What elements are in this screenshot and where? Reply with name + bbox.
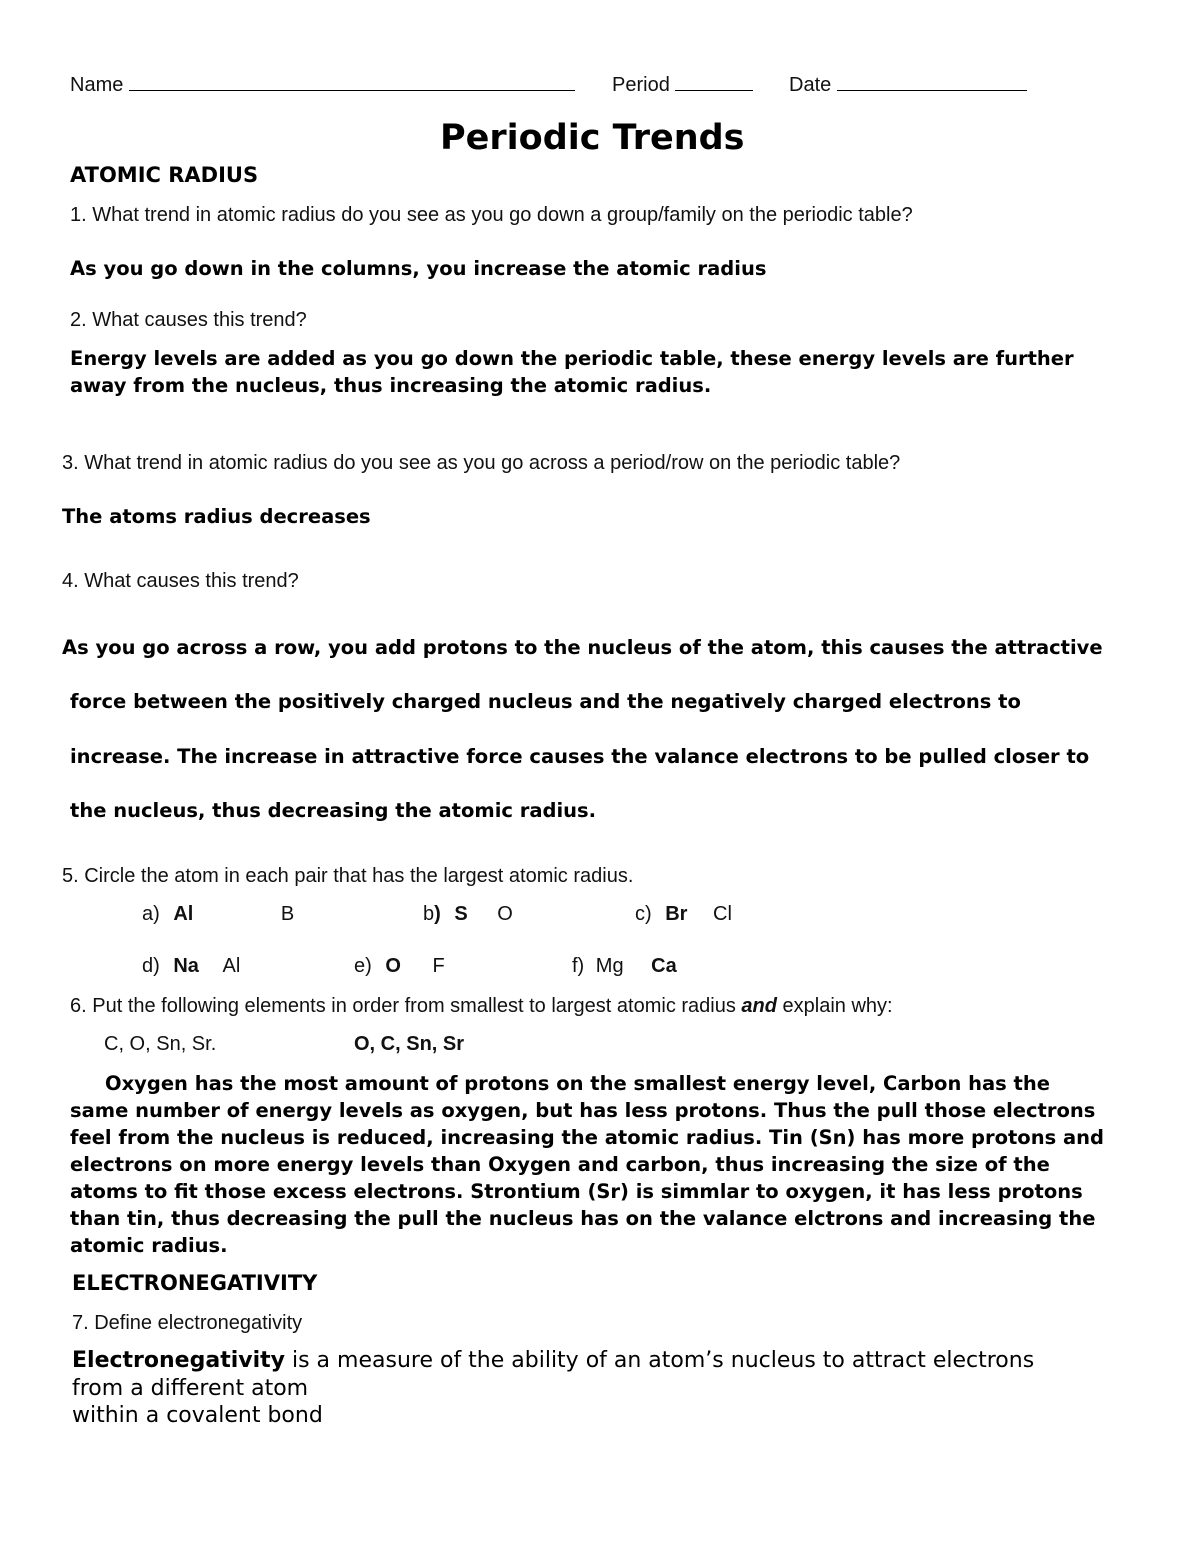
pair-e-letter: e) [354,955,372,977]
answer-4-line-3: increase. The increase in attractive force causes the valance electrons to be pulled closer to [70,745,1090,768]
definition-line-1 [72,1348,1034,1373]
pair-d [142,955,240,978]
answer-2-line-1: Energy levels are added as you go down the periodic table, these energy levels are further [70,347,1074,370]
name-label: Name [70,74,124,96]
answer-4-line-2: force between the positively charged nucleus and the negatively charged electrons to [70,690,1021,713]
answer-4-line-4: the nucleus, thus decreasing the atomic radius. [70,799,597,822]
answer-6-line-5: atoms to fit those excess electrons. Strontium (Sr) is simmlar to oxygen, it has less protons [70,1180,1083,1203]
pair-f [572,955,677,978]
definition-line-2: from a different atom [72,1376,309,1401]
pair-b-answer[interactable]: S [454,903,468,925]
answer-1: As you go down in the columns, you increase the atomic radius [70,257,767,280]
pair-d-answer[interactable]: Na [173,955,199,977]
question-6-elements: C, O, Sn, Sr. [104,1033,217,1055]
question-3: 3. What trend in atomic radius do you see as you go across a period/row on the periodic table? [62,452,901,474]
pair-c-letter: c) [635,903,652,925]
date-field [789,72,1027,97]
period-field [612,72,753,97]
question-6-order-answer: O, C, Sn, Sr [354,1033,465,1055]
pair-a [142,903,294,926]
question-6-rest: explain why: [776,995,893,1017]
pair-a-answer[interactable]: Al [173,903,194,925]
pair-c-answer[interactable]: Br [665,903,688,925]
period-blank[interactable] [675,72,753,91]
question-4: 4. What causes this trend? [62,570,299,592]
answer-6-line-4: electrons on more energy levels than Oxygen and carbon, thus increasing the size of the [70,1153,1050,1176]
pair-f-letter: f) [572,955,585,977]
date-label: Date [789,74,832,96]
answer-4-line-1: As you go across a row, you add protons to the nucleus of the atom, this causes the attractive [62,636,1103,659]
question-7: 7. Define electronegativity [72,1312,303,1334]
question-2: 2. What causes this trend? [70,309,307,331]
question-6-text: 6. Put the following elements in order from smallest to largest atomic radius [70,995,742,1017]
definition-term: Electronegativity [72,1348,285,1373]
name-field [70,72,575,97]
pair-f-other[interactable]: Mg [595,955,624,977]
question-6-and: and [741,995,777,1017]
date-blank[interactable] [837,72,1027,91]
pair-f-answer[interactable]: Ca [651,955,677,977]
name-blank[interactable] [129,72,575,91]
section-heading-atomic-radius: ATOMIC RADIUS [70,163,259,187]
pair-c-other[interactable]: Cl [713,903,732,925]
answer-6-line-3: feel from the nucleus is reduced, increasing the atomic radius. Tin (Sn) has more protons and [70,1126,1104,1149]
pair-b-letter: b [423,903,435,925]
pair-b-other[interactable]: O [497,903,513,925]
answer-6-line-1: Oxygen has the most amount of protons on the smallest energy level, Carbon has the [105,1072,1050,1095]
pair-d-other[interactable]: Al [222,955,241,977]
pair-a-letter: a) [142,903,160,925]
pair-e-other[interactable]: F [432,955,445,977]
pair-b-paren: ) [434,903,441,925]
page-title: Periodic Trends [440,118,745,158]
question-6 [70,995,893,1018]
definition-text: is a measure of the ability of an atom’s nucleus to attract electrons [285,1348,1035,1373]
definition-line-3: within a covalent bond [72,1403,323,1428]
answer-2-line-2: away from the nucleus, thus increasing the atomic radius. [70,374,712,397]
question-5: 5. Circle the atom in each pair that has the largest atomic radius. [62,865,634,887]
pair-d-letter: d) [142,955,160,977]
answer-3: The atoms radius decreases [62,505,371,528]
answer-6-line-2: same number of energy levels as oxygen, but has less protons. Thus the pull those electrons [70,1099,1096,1122]
pair-c [635,903,732,926]
pair-b [423,903,513,926]
answer-6-line-7: atomic radius. [70,1234,228,1257]
pair-a-other[interactable]: B [280,903,295,925]
pair-e [354,955,445,978]
section-heading-electronegativity: ELECTRONEGATIVITY [72,1271,318,1295]
pair-e-answer[interactable]: O [385,955,401,977]
question-1: 1. What trend in atomic radius do you see as you go down a group/family on the periodic table? [70,204,913,226]
period-label: Period [612,74,670,96]
answer-6-line-6: than tin, thus decreasing the pull the nucleus has on the valance elctrons and increasing the [70,1207,1096,1230]
